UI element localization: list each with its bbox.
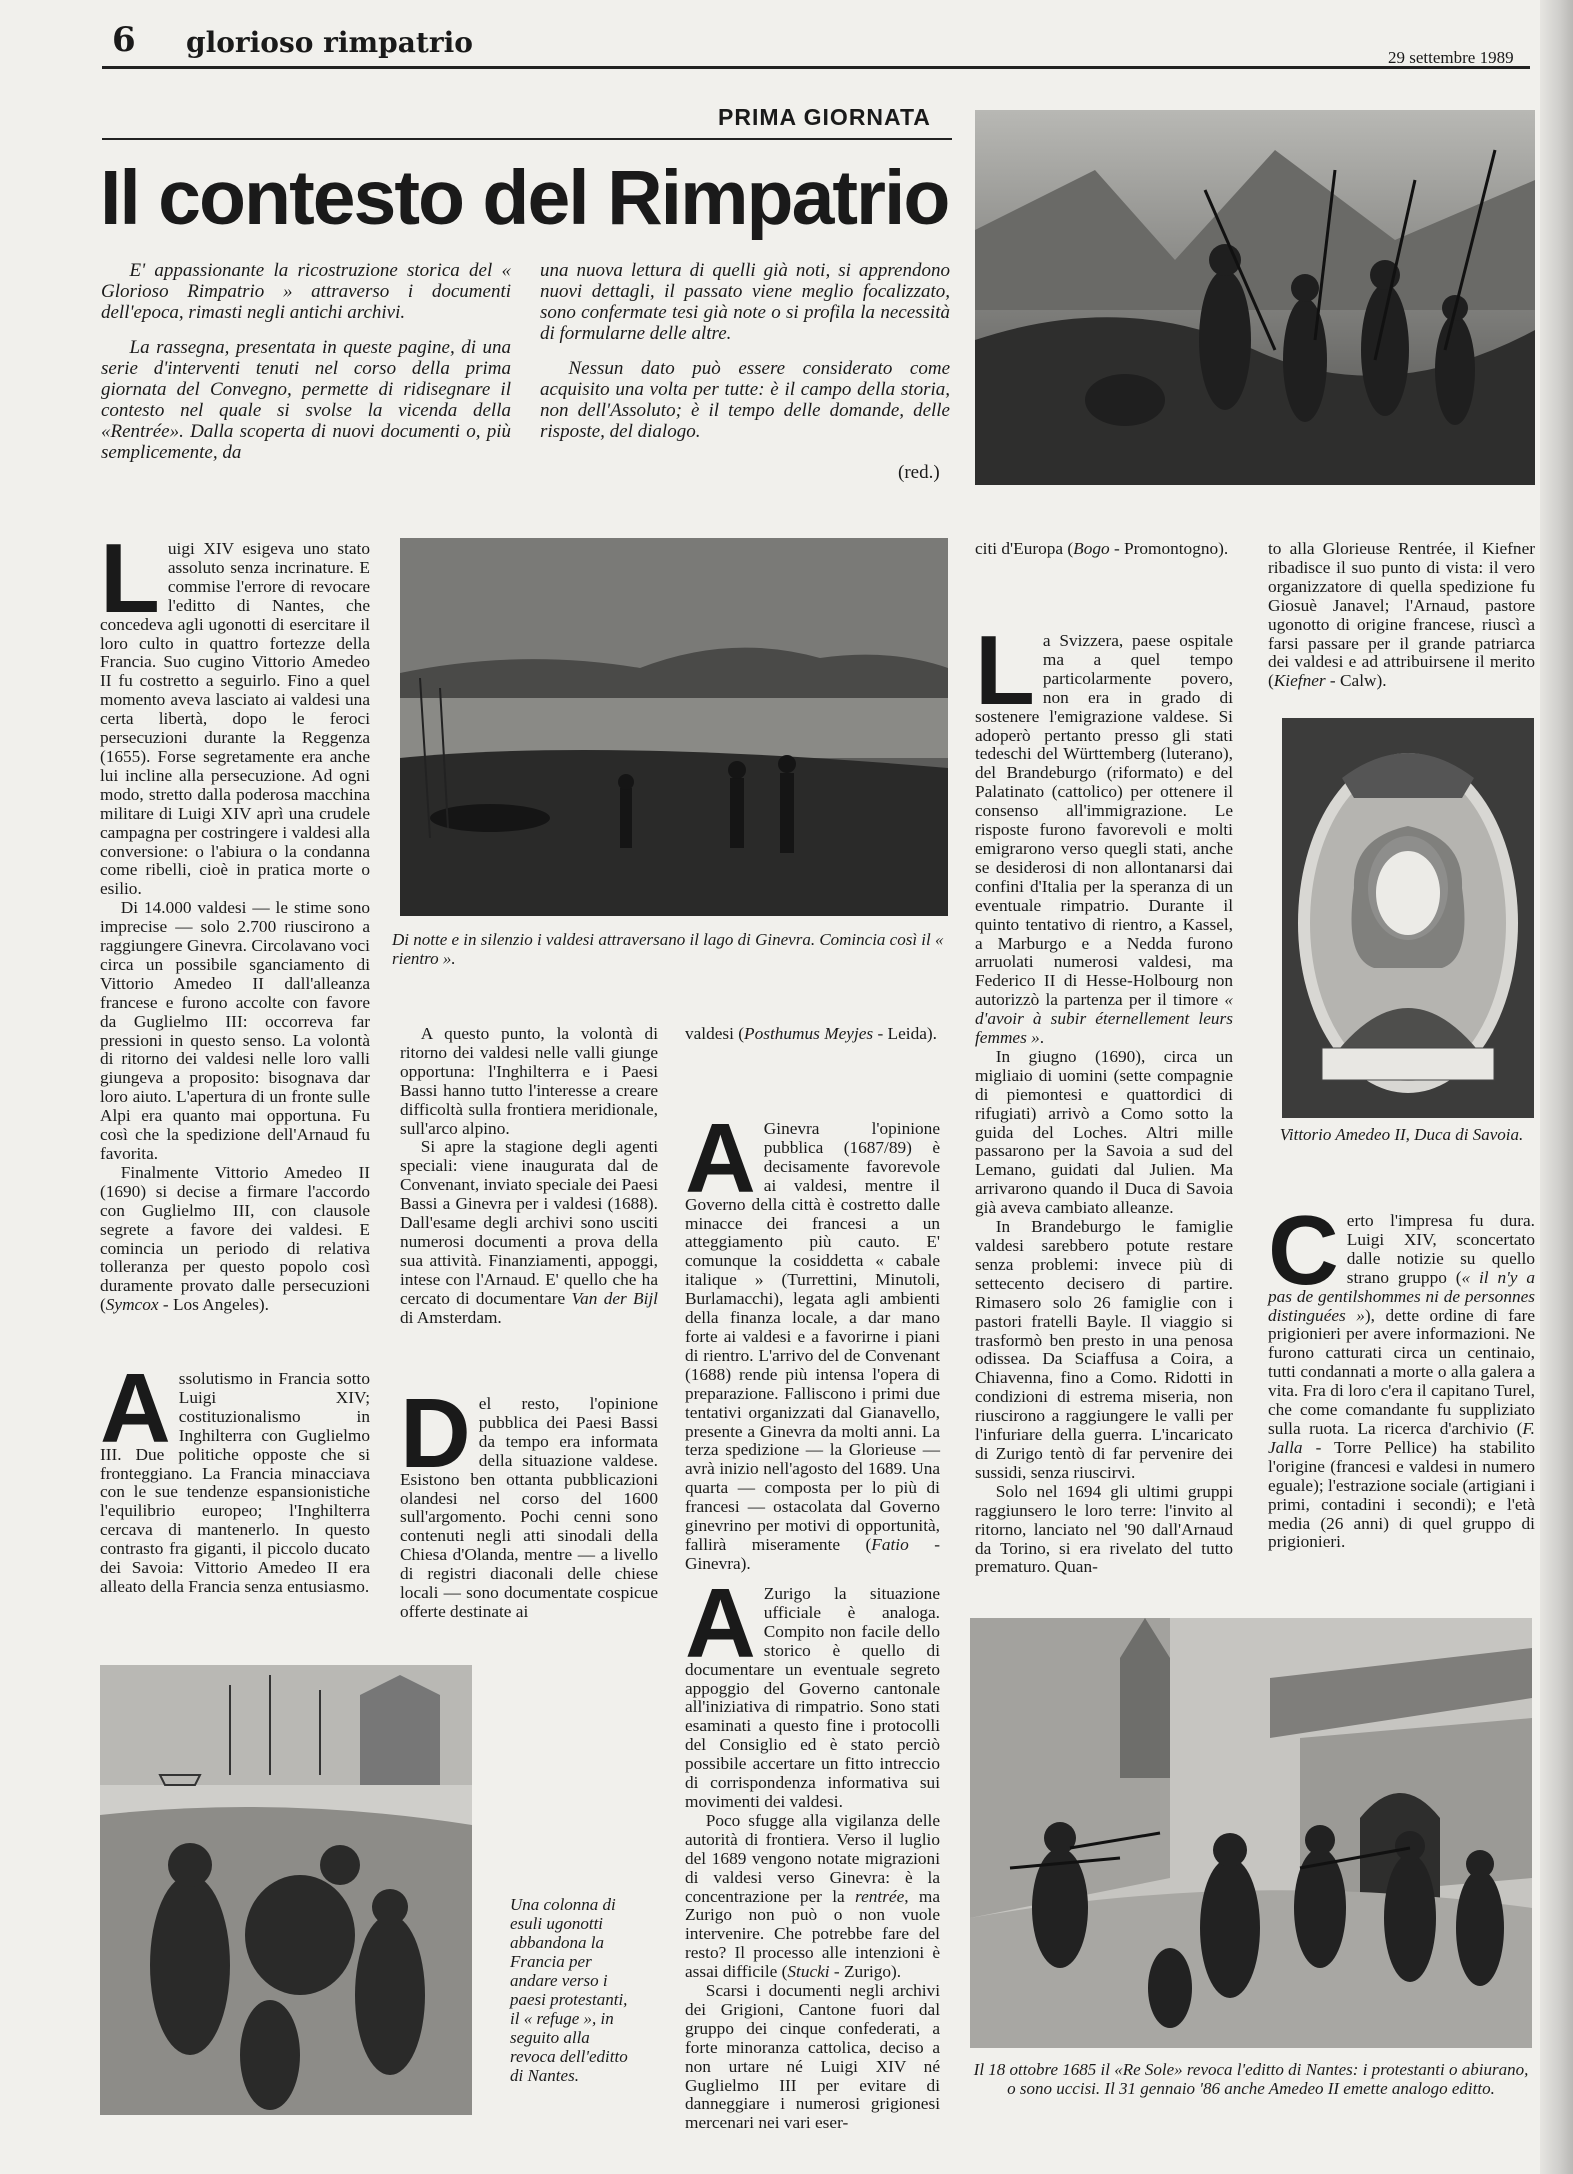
drop-cap: C — [1268, 1195, 1339, 1305]
article-paragraph — [685, 1812, 940, 1982]
article-paragraph — [100, 1164, 370, 1315]
author-ref: Fatio — [871, 1534, 909, 1554]
issue-date: 29 settembre 1989 — [1388, 48, 1514, 67]
paragraph-text: erto l'impresa fu dura. Luigi XIV, sconcertato dalle notizie su quello strano gruppo ( — [1346, 1211, 1535, 1287]
article-paragraph: In Brandeburgo le famiglie valdesi sarebbero potute restare senza problemi: invece più di settecento decisero di partire. Rimasero solo 26 famiglie con i pastori fratelli Bayle. Il viaggio si trasformò ben presto in una penosa odissea. Da Sciaffusa a Coira, a Chiavenna, fino a Como. Ridotti in condizioni di estrema miseria, non riuscirono a raggiungere le valli per l'infuriare della guerra. L'incaricato di Zurigo tentò di far pervenire dei sussidi, senza riuscirvi. — [975, 1217, 1233, 1482]
author-ref: F. Jalla — [1268, 1418, 1535, 1457]
page-headline: Il contesto del Rimpatrio — [100, 155, 949, 241]
paragraph-text: Zurigo la situazione ufficiale è analoga. Compito non facile dello storico è quello di documentare un eventuale segreto appoggio del Governo cantonale all'iniziativa di rimpatrio. Sono stati esaminati a questo fine i protocolli del Consiglio ed è stato perciò possibile accertare un fitto intreccio di corrispondenza informativa sui movimenti dei valdesi. — [685, 1584, 940, 1811]
article-column-1 — [100, 523, 370, 1315]
drop-cap: A — [685, 1103, 756, 1213]
paragraph-text: - Calw). — [1325, 671, 1387, 691]
drop-cap: L — [975, 615, 1035, 725]
lake-crossing-engraving — [400, 538, 948, 916]
article-paragraph — [100, 523, 370, 899]
article-column-2b — [400, 1378, 658, 1622]
paragraph-text: - Leida). — [873, 1024, 937, 1043]
paragraph-text: . — [1039, 1028, 1045, 1048]
editorial-signature: (red.) — [898, 462, 940, 483]
paragraph-text: uigi XIV esigeva uno stato assoluto senza incrinature. E commise l'errore di revocare l'editto di Nantes, che concedeva agli ugonotti di esercitare il loro culto in quattro fortezze della Francia. Suo cugino Vittorio Amedeo II fu costretto a seguirlo. Fino a quel momento aveva lasciato ai valdesi una certa libertà, dopo le feroci persecuzioni durante la Reggenza (1655). Forse segretamente era anche lui incline alla persecuzione. Ad ogni modo, stretto dalla poderosa macchina militare di Luigi XIV aprì una crudele campagna per costringere i valdesi alla conversione: o l'abiura o la condanna come ribelli, cioè in pratica morte o esilio. — [100, 539, 370, 899]
article-paragraph: Scarsi i documenti negli archivi dei Grigioni, Cantone fuori dal gruppo dei cinque confederati, a forte minoranza cattolica, deciso a non urtare né Luigi XIV né Guglielmo III per evitare di danneggiare i numerosi grigionesi mercenari nei vari eser- — [685, 1981, 940, 2133]
emphasis: « d'avoir à subir éternellement leurs femmes » — [975, 990, 1233, 1048]
paragraph-text: Si apre la stagione degli agenti speciali: viene inaugurata dal de Convenant, inviato speciale dei Paesi Bassi a Ginevra per i valdesi (1688). Dall'esame degli archivi sono usciti numerosi documenti a prova della sua attività. Finanziamenti, appoggi, intese con l'Arnaud. E' quello che ha cercato di documentare — [400, 1137, 658, 1308]
intro-column-left — [101, 260, 511, 477]
article-column-4 — [975, 540, 1233, 559]
battle-engraving — [975, 110, 1535, 485]
intro-paragraph: una nuova lettura di quelli già noti, si apprendono nuovi dettagli, il passato viene meglio focalizzato, sono confermate tesi già note o si profila la necessità di formularne delle altre. — [540, 260, 950, 344]
article-paragraph — [975, 540, 1233, 559]
section-rule — [102, 138, 952, 140]
publication-title: glorioso rimpatrio — [186, 26, 473, 59]
article-paragraph — [685, 1025, 940, 1044]
article-paragraph — [975, 615, 1233, 1048]
drop-cap: D — [400, 1378, 471, 1488]
section-label: PRIMA GIORNATA — [718, 104, 931, 130]
article-paragraph: A questo punto, la volontà di ritorno dei valdesi nelle valli giunge opportuna: l'Inghilterra e i Paesi Bassi hanno tutto l'interesse a creare difficoltà sulla frontiera meridionale, sull'arco alpino. — [400, 1024, 658, 1138]
author-ref: Van der Bijl — [571, 1288, 658, 1308]
article-column-3c — [685, 1568, 940, 2133]
header-rule — [102, 66, 1530, 69]
soldiers-caption: Il 18 ottobre 1685 il «Re Sole» revoca l'editto di Nantes: i protestanti o abiurano, o sono uccisi. Il 31 gennaio '86 anche Amedeo II emette analogo editto. — [973, 2060, 1529, 2098]
portrait-engraving — [1282, 718, 1534, 1118]
page-binding-edge — [1540, 0, 1573, 2174]
article-column-2 — [400, 1025, 658, 1328]
intro-paragraph: Nessun dato può essere considerato come acquisito una volta per tutte: è il campo della storia, non dell'Assoluto; è il tempo delle domande, delle risposte, del dialogo. — [540, 358, 950, 442]
paragraph-text: , ma Zurigo non può o non vuole intervenire. Che potrebbe fare del resto? Il processo alle intenzioni è assai difficile ( — [685, 1886, 940, 1982]
article-column-3b — [685, 1103, 941, 1574]
paragraph-text: - Promontogno). — [1109, 539, 1229, 558]
article-paragraph — [685, 1568, 940, 1812]
article-paragraph — [1268, 1195, 1536, 1552]
article-paragraph: Solo nel 1694 gli ultimi gruppi raggiunsero le loro terre: l'invito al ritorno, lanciato nel '90 dall'Arnaud da Torino, si era rivelato del tutto prematuro. Quan- — [975, 1481, 1233, 1577]
article-paragraph — [1268, 540, 1535, 691]
article-column-4b — [975, 615, 1233, 1577]
author-ref: Bogo — [1073, 539, 1110, 558]
page-number: 6 — [112, 20, 136, 60]
emphasis: rentrée — [855, 1886, 905, 1906]
article-paragraph — [400, 1378, 658, 1622]
lake-caption: Di notte e in silenzio i valdesi attraversano il lago di Ginevra. Comincia così il « rientro ». — [392, 930, 944, 968]
drop-cap: A — [685, 1568, 756, 1678]
article-column-3 — [685, 1025, 940, 1044]
paragraph-text: - Zurigo). — [829, 1962, 902, 1982]
intro-paragraph: La rassegna, presentata in queste pagine, di una serie d'interventi tenuti nel corso della prima giornata del Convegno, permette di ridisegnare il contesto nel quale si svolse la vicenda della «Rentrée». Dalla scoperta di nuovi documenti o, più semplicemente, da — [101, 337, 511, 463]
paragraph-text: - Ginevra). — [685, 1534, 941, 1573]
article-column-1b — [100, 1353, 370, 1597]
exiles-engraving — [100, 1665, 472, 2115]
author-ref: Symcox — [105, 1295, 159, 1315]
portrait-caption: Vittorio Amedeo II, Duca di Savoia. — [1279, 1125, 1524, 1144]
emphasis: « il n'y a pas de gentilshommes ni de personnes distinguées » — [1268, 1267, 1535, 1325]
paragraph-text: ), dette ordine di fare prigionieri per avere informazioni. Ne furono catturati circa un centinaio, tutti condannati a morte o alla galera a vita. Fra di loro c'era il capitano Turel, che come comandante fu suppliziato sulla ruota. La ricerca d'archivio ( — [1268, 1305, 1535, 1438]
article-paragraph — [400, 1138, 658, 1327]
paragraph-text: Finalmente Vittorio Amedeo II (1690) si decise a firmare l'accordo con Guglielmo III, con clausole segrete a favore dei valdesi. E comincia un periodo di relativa tolleranza per questo popolo così duramente provato dalle persecuzioni ( — [100, 1162, 370, 1315]
article-paragraph — [685, 1103, 941, 1574]
intro-paragraph: E' appassionante la ricostruzione storica del « Glorioso Rimpatrio » attraverso i documenti dell'epoca, rimasti negli antichi archivi. — [101, 260, 511, 323]
paragraph-text: valdesi ( — [685, 1024, 745, 1043]
paragraph-text: Poco sfugge alla vigilanza delle autorità di frontiera. Verso il luglio del 1689 vengono notate migrazioni di valdesi verso Ginevra: è la concentrazione per la — [685, 1810, 940, 1906]
intro-column-right — [540, 260, 950, 456]
soldiers-engraving — [970, 1618, 1532, 2048]
article-paragraph: In giugno (1690), circa un migliaio di uomini (sette compagnie di piemontesi e quattordici di rifugiati) arrivò a Como sotto la guida del Loches. Altri mille passarono per la Savoia a sud del Lemano, guidati dal Julien. Ma arrivarono quando il Duca di Savoia già aveva cambiato alleanze. — [975, 1046, 1233, 1218]
paragraph-text: - Los Angeles). — [158, 1295, 269, 1315]
paragraph-text: - Torre Pellice) ha stabilito l'origine (francesi e valdesi in numero eguale); l'estrazione sociale (artigiani i primi, contadini i secondi); e l'età media (26 anni) di quel gruppo di prigionieri. — [1268, 1437, 1536, 1552]
paragraph-text: di Amsterdam. — [400, 1307, 502, 1327]
drop-cap: A — [100, 1353, 171, 1463]
paragraph-text: citi d'Europa ( — [975, 539, 1074, 558]
article-column-5 — [1268, 540, 1535, 691]
paragraph-text: a Svizzera, paese ospitale ma a quel tempo particolarmente povero, non era in grado di sostenere l'emigrazione valdese. Si adoperò pertanto presso gli stati tedeschi del Württemberg (luterano), del Brandeburgo (riformato) e del Palatinato (cattolico) per ottenere il consenso all'immigrazione. Le risposte furono favorevoli e molti emigrarono verso quegli stati, anche se desiderosi di non allontanarsi dai confini d'Italia per la speranza di un eventuale rimpatrio. Durante il quinto tentativo di rientro, a Kassel, a Marburgo e a Nedda furono arruolati numerosi valdesi, ma Federico II di Hesse-Holbourg non autorizzò la partenza per il timore — [975, 631, 1233, 1010]
drop-cap: L — [100, 523, 160, 633]
author-ref: Kiefner — [1273, 671, 1326, 691]
author-ref: Posthumus Meyjes — [744, 1024, 874, 1043]
paragraph-text: ssolutismo in Francia sotto Luigi XIV; costituzionalismo in Inghilterra con Guglielmo III. Due politiche opposte che si fronteggiano. La Francia minacciava con le sue tendenze espansionistiche l'equilibrio europeo; l'Inghilterra cercava di mantenerlo. In questo contrasto fra giganti, il piccolo ducato dei Savoia: Vittorio Amedeo II era alleato della Francia senza entusiasmo. — [100, 1369, 370, 1596]
article-paragraph — [100, 1353, 370, 1597]
paragraph-text: el resto, l'opinione pubblica dei Paesi Bassi da tempo era informata della situazione valdese. Esistono ben ottanta pubblicazioni olandesi nel corso del 1600 sull'argomento. Pochi cenni sono contenuti negli atti sinodali della Chiesa d'Olanda, mentre — a livello di registri diaconali delle chiese locali — sono documentate cospicue offerte destinate ai — [400, 1394, 658, 1621]
paragraph-text: to alla Glorieuse Rentrée, il Kiefner ribadisce il suo punto di vista: il vero organizzatore di quella spedizione fu Giosuè Janavel; l'Arnaud, pastore ugonotto di origine francese, riuscì a farsi passare per il grande patriarca dei valdesi e ad attribuirsene il merito ( — [1268, 539, 1535, 691]
article-paragraph: Di 14.000 valdesi — le stime sono imprecise — solo 2.700 riuscirono a raggiungere Ginevra. Circolavano voci circa un possibile sganciamento di Vittorio Amedeo II dall'alleanza francese e furono accolte con favore da Guglielmo III: occorreva far pressioni in questo senso. La volontà di ritorno dei valdesi nelle loro valli giungeva a proposito: bisognava dar loro aiuto. L'apertura di un fronte sulle Alpi era quanto mai opportuna. Fu così che la spedizione dell'Arnaud fu favorita. — [100, 898, 370, 1163]
exiles-caption: Una colonna di esuli ugonotti abbandona la Francia per andare verso i paesi protestanti, il « refuge », in seguito alla revoca dell'editto di Nantes. — [510, 1895, 628, 2085]
author-ref: Stucki — [787, 1962, 830, 1982]
article-column-5b — [1268, 1195, 1536, 1552]
paragraph-text: Ginevra l'opinione pubblica (1687/89) è decisamente favorevole ai valdesi, mentre il Governo della città è costretto dalle minacce dei francesi a un atteggiamento più cauto. E' comunque la cosiddetta « cabale italique » (Turrettini, Minutoli, Burlamacchi), legata agli ambienti della finanza locale, a dar mano forte ai valdesi e a favorirne i piani di rientro. L'arrivo del de Convenant (1688) rende più intensa l'opera di preparazione. Falliscono i primi due tentativi organizzati dal Gianavello, presente a Ginevra da molti anni. La terza spedizione — la Glorieuse — avrà inizio nell'agosto del 1689. Una quarta — composta per lo più di francesi — ostacolata dal Governo ginevrino per motivi di opportunità, fallirà miseramente ( — [685, 1119, 940, 1554]
